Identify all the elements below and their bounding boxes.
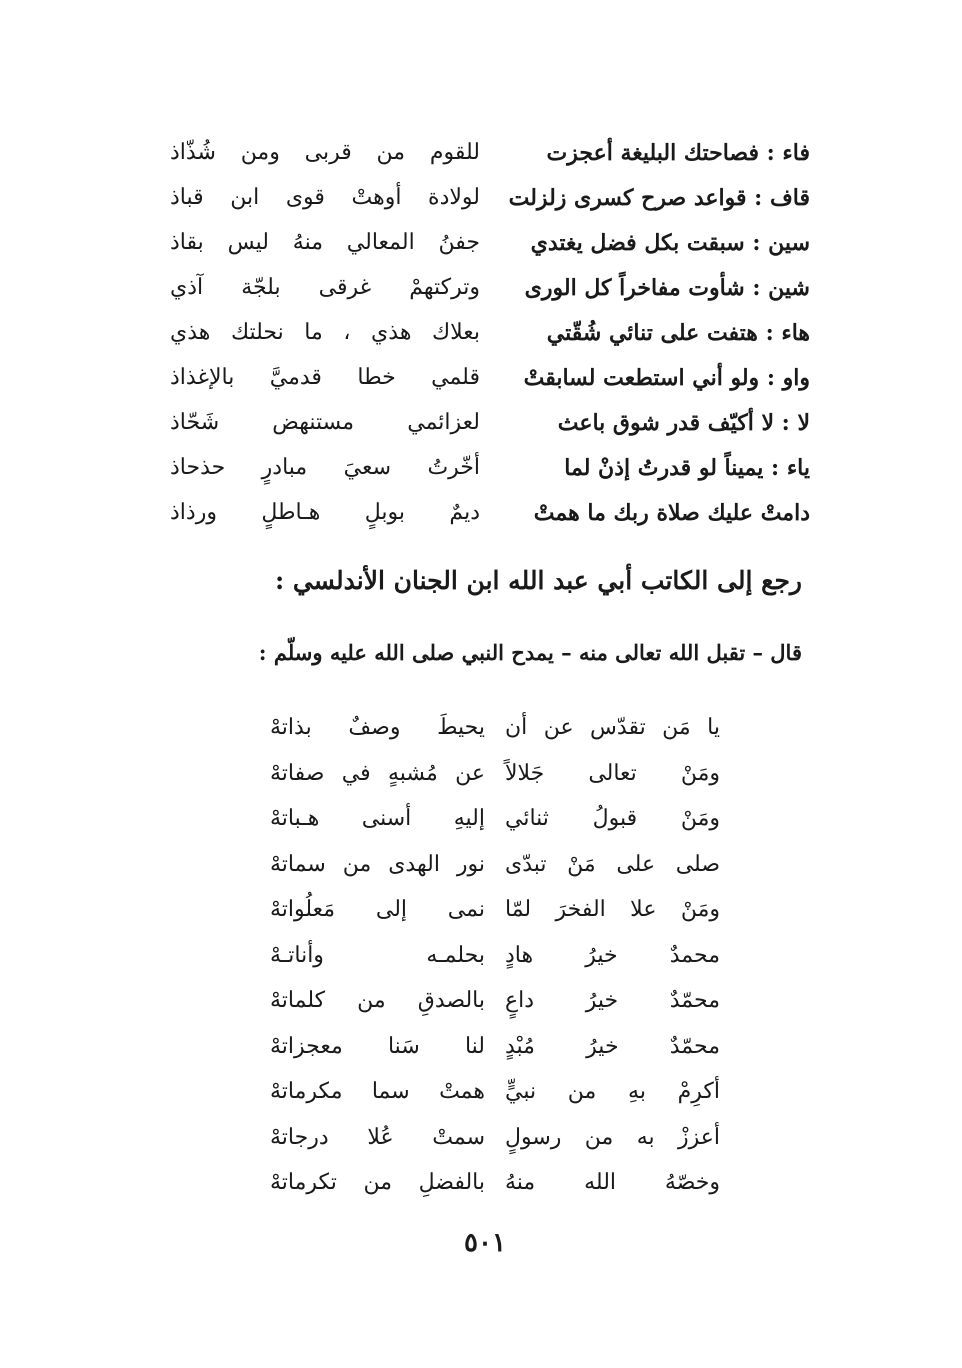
verse-row	[270, 705, 720, 751]
verse-first-hemistich: ومَنْ علا الفخرَ لمّا	[505, 897, 720, 923]
verse-first-hemistich: هاء : هتفت على تنائي شُقّتي	[546, 319, 810, 346]
verse-row	[270, 887, 720, 933]
verse-first-hemistich: محمدٌ خيرُ هادٍ	[505, 942, 720, 968]
verse-row	[270, 933, 720, 979]
verse-first-hemistich: أعززْ به من رسولٍ	[505, 1124, 720, 1150]
verse-second-hemistich: جفنُ المعالي منهُ ليس بقاذ	[170, 230, 480, 255]
verse-row	[270, 978, 720, 1024]
verse-first-hemistich: شين : شأوت مفاخراً كل الورى	[524, 274, 810, 301]
verse-first-hemistich: قاف : قواعد صرح كسرى زلزلت	[508, 184, 810, 211]
verse-second-hemistich: بعلاك هذي ، ما نحلتك هذي	[170, 320, 480, 345]
verse-second-hemistich: أخّرتُ سعيَ مبادرٍ حذحاذ	[170, 455, 480, 480]
verse-row	[170, 310, 810, 355]
poem-praise	[270, 705, 720, 1206]
verse-second-hemistich: نمى إلى مَعلُواتهْ	[270, 897, 485, 923]
verse-row	[270, 751, 720, 797]
verse-row	[170, 175, 810, 220]
verse-second-hemistich: للقوم من قربى ومن شُذّاذ	[170, 140, 480, 165]
verse-second-hemistich: قلمي خطا قدميَّ بالإغذاذ	[170, 365, 480, 390]
verse-row	[270, 1160, 720, 1206]
verse-second-hemistich: يحيطَ وصفٌ بذاتهْ	[270, 715, 485, 741]
verse-row	[170, 355, 810, 400]
verse-first-hemistich: دامتْ عليك صلاة ربك ما همتْ	[533, 499, 810, 526]
verse-row	[270, 1115, 720, 1161]
verse-first-hemistich: ياء : يميناً لو قدرتُ إذنْ لما	[564, 454, 810, 481]
verse-second-hemistich: لنا سَنا معجزاتهْ	[270, 1033, 485, 1059]
section-heading: رجع إلى الكاتب أبي عبد الله ابن الجنان الأندلسي :	[274, 566, 802, 595]
poem-introduction: قال – تقبل الله تعالى منه – يمدح النبي صلى الله عليه وسلّم :	[258, 640, 802, 665]
verse-first-hemistich: ومَنْ قبولُ ثنائي	[505, 806, 720, 832]
page-number: ٥٠١	[464, 1228, 506, 1258]
verse-row	[270, 796, 720, 842]
verse-row	[170, 490, 810, 535]
verse-second-hemistich: ديمٌ بوبلٍ هـاطلٍ ورذاذ	[170, 500, 480, 525]
verse-first-hemistich: واو : ولو أني استطعت لسابقتْ	[523, 364, 810, 391]
verse-second-hemistich: لعزائمي مستنهض شَحّاذ	[170, 410, 480, 435]
verse-second-hemistich: لولادة أوهتْ قوى ابن قباذ	[170, 185, 480, 210]
verse-first-hemistich: ومَنْ تعالى جَلالاً	[505, 760, 720, 786]
verse-first-hemistich: وخصّهُ الله منهُ	[505, 1170, 720, 1196]
poem-acrostic	[170, 130, 810, 535]
verse-second-hemistich: بالصدقِ من كلماتهْ	[270, 988, 485, 1014]
verse-first-hemistich: سين : سبقت بكل فضل يغتدي	[530, 229, 810, 256]
verse-second-hemistich: إليهِ أسنى هـباتهْ	[270, 806, 485, 832]
verse-row	[170, 220, 810, 265]
verse-second-hemistich: وتركتهمْ غرقى بلجّة آذي	[170, 275, 480, 300]
verse-row	[170, 130, 810, 175]
verse-row	[270, 1024, 720, 1070]
verse-first-hemistich: لا : لا أكيّف قدر شوق باعث	[557, 409, 810, 436]
verse-first-hemistich: محمّدٌ خيرُ مُبْدٍ	[505, 1033, 720, 1059]
verse-first-hemistich: أكرِمْ بهِ من نبيٍّ	[505, 1079, 720, 1105]
verse-second-hemistich: بحلمـه وأناتـهْ	[270, 942, 485, 968]
verse-second-hemistich: بالفضلِ من تكرماتهْ	[270, 1170, 485, 1196]
verse-second-hemistich: نور الهدى من سماتهْ	[270, 851, 485, 877]
verse-row	[270, 1069, 720, 1115]
verse-second-hemistich: سمتْ عُلا درجاتهْ	[270, 1124, 485, 1150]
verse-second-hemistich: همتْ سما مكرماتهْ	[270, 1079, 485, 1105]
verse-row	[170, 400, 810, 445]
verse-first-hemistich: محمّدٌ خيرُ داعٍ	[505, 988, 720, 1014]
verse-row	[170, 445, 810, 490]
verse-first-hemistich: صلى على مَنْ تبدّى	[505, 851, 720, 877]
verse-first-hemistich: يا مَن تقدّس عن أن	[505, 715, 720, 741]
verse-second-hemistich: عن مُشبهٍ في صفاتهْ	[270, 760, 485, 786]
verse-first-hemistich: فاء : فصاحتك البليغة أعجزت	[546, 139, 810, 166]
verse-row	[170, 265, 810, 310]
verse-row	[270, 842, 720, 888]
